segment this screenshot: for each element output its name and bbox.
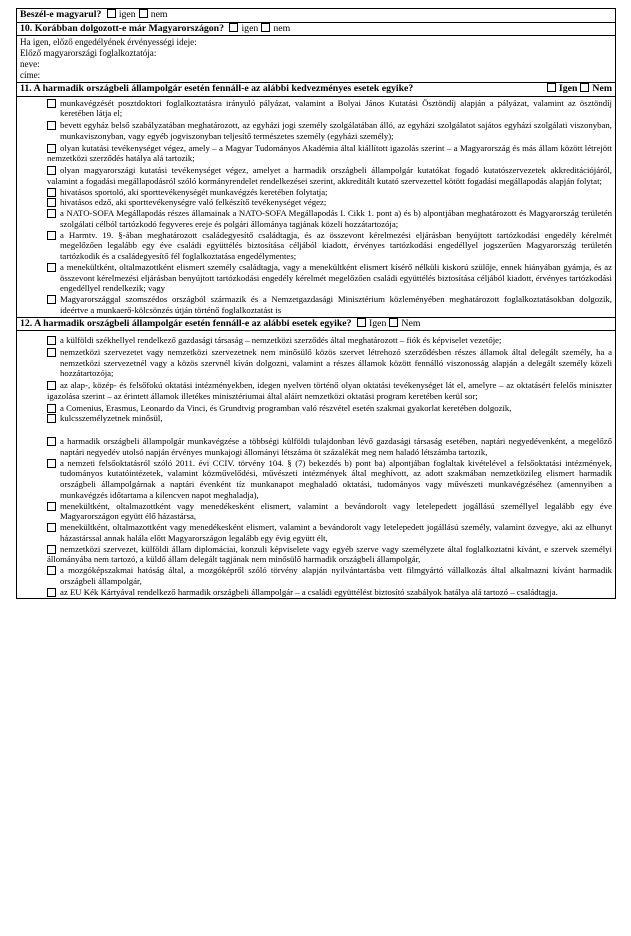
q12-option-text: az EU Kék Kártyával rendelkező harmadik országbeli állampolgár – a családi együttélést biztosító szabályok hatálya alá tartozó – családtagja. [60,586,558,597]
q12-yes-label: Igen [369,317,387,329]
q12-header [17,317,616,331]
q10-yes-label: igen [241,22,259,34]
q11-no-label: Nem [592,83,612,94]
q11-option [23,197,612,208]
q11-option-text: bevett egyház belső szabályzatában meghatározott, az egyházi jogi személy szolgálatában álló, az egyházi szolgálatot sajátos egyházi szolgálati viszonyban, munkaviszonyban, vagy egyéb jogviszonyban teljesítő természetes személy (egyházi személy); [60,120,612,141]
q11-option [23,120,612,142]
q11-option-checkbox[interactable] [47,121,56,130]
employer-address-field[interactable]: címe: [20,70,41,80]
q10-no-label: nem [273,22,291,34]
q12-option [23,544,612,566]
q12-option-checkbox[interactable] [47,502,56,511]
q12-option-checkbox[interactable] [47,336,56,345]
q11-option [23,294,612,316]
q12-option-text: nemzetközi szervezet, külföldi állam diplomáciai, konzuli képviselete vagy egyéb szerve vagy személyzete által foglalkoztatni kívánt, e szervek személyi állományába nem tartozó, a küldő állam delegált tagjának nem minősülő harmadik országbeli állampolgár, [47,543,612,565]
q12-option-text: a harmadik országbeli állampolgár munkavégzése a többségi külföldi tulajdonban lévő gazdasági társaság esetében, naptári negyedévenként, a megelőző naptári negyedév utolsó napján érvényes munkajogi állományi létszáma öt százalékát meg nem haladó létszámba tartozik, [60,436,612,457]
speak-hungarian-row [17,9,616,23]
q11-option-checkbox[interactable] [47,198,56,207]
q11-option [23,165,612,187]
q11-option-checkbox[interactable] [47,166,56,175]
previous-employer-label: Előző magyarországi foglalkoztatója: [20,48,157,58]
q11-option-checkbox[interactable] [47,144,56,153]
q12-option-checkbox[interactable] [47,381,56,390]
q12-option-text: menekültként, oltalmazottként vagy menedékesként elismert, valamint a bevándorolt vagy letelepedett jogállású személy, valamint özvegye, aki az elhunyt házastárssal annak halála előtt Magyarországon legalább egy évig együtt élt, [60,522,612,543]
q11-option-text: olyan kutatási tevékenységet végez, amely – a Magyar Tudományos Akadémia által kiállított igazolás szerint – a Magyarország és más állam között létrejött nemzetközi szerződés hatálya alá tartozik; [47,142,612,164]
q12-option-checkbox[interactable] [47,348,56,357]
q11-option-text: olyan magyarországi kutatási tevékenységet végez, amelyet a harmadik országbeli állampolgár kutatókat fogadó kutatószervezetek akkreditációjáról, valamint a fogadási megállapodásról szóló kormányrendelet rendelkezései szerint, akkreditált kutató szervezettel kötött fogadási megállapodás alapján folytat; [47,165,612,186]
q11-yes-checkbox[interactable] [547,83,556,92]
q11-option-checkbox[interactable] [47,188,56,197]
q11-option-checkbox[interactable] [47,263,56,272]
q12-no-checkbox[interactable] [389,318,398,327]
speak-yes-checkbox[interactable] [107,9,116,18]
previous-permit-validity-field[interactable]: Ha igen, előző engedélyének érvényességi ideje: [20,37,197,47]
q12-option-text: kulcsszemélyzetnek minősül, [60,413,163,424]
speak-no-checkbox[interactable] [139,9,148,18]
q12-option [23,587,612,598]
q10-yes-checkbox[interactable] [229,23,238,32]
application-form [16,8,616,599]
q12-option [23,458,612,501]
speak-no-label: nem [150,9,168,20]
q12-option [23,380,612,402]
q12-option [23,413,612,424]
q12-option-text: a mozgóképszakmai hatóság által, a mozgóképről szóló törvény alapján nyilvántartásba vett filmgyártó vállalkozás által alkalmazni kívánt harmadik országbeli állampolgár, [60,565,612,586]
q12-option-checkbox[interactable] [47,404,56,413]
q11-label: 11. A harmadik országbeli állampolgár esetén fennáll-e az alábbi kedvezményes esetek egyike? [20,83,414,94]
q12-option-text: a nemzeti felsőoktatásról szóló 2011. évi CCIV. törvény 104. § (7) bekezdés b) pont ba) alpontjában foglaltak kivételével a felsőoktatási intézmények, tudományos kutatóintézetek, valamint közművelődési, művészeti intézmények által meghívott, az adott szakmában nemzetközileg elismert harmadik országbeli állampolgárnak a naptári évenként tíz munkanapot meghaladó oktatási, tudományos vagy művészeti munkavégzéséhez (amennyiben a munkavégzés időtartama a kilencven napot meghaladja), [60,457,612,500]
q12-option-checkbox[interactable] [47,523,56,532]
q11-option [23,230,612,262]
q10-header [17,22,616,36]
q11-option [23,187,612,198]
q12-option-text: nemzetközi szervezetet vagy nemzetközi szervezetnek nem minősülő közös szervet létrehozó szerződésben részes államok által delegált személy, ha a nemzetközi szervezetnél vagy a közös szervnél kíván dolgozni, valamint a részes államok között fennálló viszonosság alapján a delegált személy közeli hozzátartozója; [60,346,612,379]
speak-yes-label: igen [118,9,136,20]
q12-options [17,331,616,599]
q11-header [17,83,616,97]
q11-option-checkbox[interactable] [47,295,56,304]
q11-option-checkbox[interactable] [47,99,56,108]
q11-option [23,208,612,230]
q11-option-text: a Harmtv. 19. §-ában meghatározott családegyesítő családtagja, és az összevont kérelmezési eljárásban benyújtott tartózkodási engedély kérelmét megelőzően legalább egy éve családi együttélés biztosítása céljából kiadott, érvényes tartózkodási engedéllyel jogszerűen Magyarország területén tartózkodik és a családegyesítő fél foglalkoztatása engedélymentes; [60,229,612,261]
q12-option [23,335,612,346]
form-table [16,8,616,599]
q12-option-checkbox[interactable] [47,588,56,597]
q12-option-text: a Comenius, Erasmus, Leonardo da Vinci, és Grundtvig programban való részvétel esetén szakmai gyakorlat keretében dolgozik, [60,402,512,413]
q12-option-checkbox[interactable] [47,545,56,554]
q11-no-checkbox[interactable] [580,83,589,92]
q12-option-checkbox[interactable] [47,459,56,468]
q11-options [17,96,616,317]
q11-option-checkbox[interactable] [47,209,56,218]
q11-yes-label: Igen [558,83,578,94]
q12-option [23,565,612,587]
q12-option-text: menekültként, oltalmazottként vagy menedékesként elismert, valamint a bevándorolt vagy letelepedett jogállású személlyel legalább egy éve Magyarországon együtt élő házastársa, [60,500,612,522]
q12-label: 12. A harmadik országbeli állampolgár esetén fennáll-e az alábbi esetek egyike? [20,317,352,329]
q11-option [23,143,612,165]
speak-hungarian-label: Beszél-e magyarul? [20,9,102,20]
q11-option-text: hivatásos edző, aki sporttevékenységre való felkészítő tevékenységet végez; [60,197,327,208]
q12-option-text: az alap-, közép- és felsőfokú oktatási intézményekben, idegen nyelven történő olyan oktatási tevékenységet lát el, amelyre – az oktatásért felelős miniszter igazolása szerint – az érintett államok illetékes minisztériumai által aláírt nemzetközi oktatási program keretében kerül sor; [47,380,612,401]
q12-no-label: Nem [401,317,421,329]
q11-option-text: a menekültként, oltalmazottként elismert személy családtagja, vagy a menekültként elismert kísérő nélküli kiskorú szülője, ennek hiányában gyámja, és az összevont kérelmezési eljárásban benyújtott tartózkodási engedély kérelmét megelőzően családi együttélés biztosítása céljából kiadott, érvényes tartózkodási engedéllyel rendelkezik; vagy [60,261,612,294]
q12-option [23,347,612,379]
q11-option-checkbox[interactable] [47,231,56,240]
q12-yes-checkbox[interactable] [357,318,366,327]
q12-option-checkbox[interactable] [47,437,56,446]
q11-option-text: a NATO-SOFA Megállapodás részes államainak a NATO-SOFA Megállapodás I. Cikk 1. pont a) és b) alpontjában meghatározott és Magyarország területén szolgálati célból tartózkodó fegyveres ereje és polgári állománya tagjának közeli hozzátartozója; [60,208,612,229]
q12-option-checkbox[interactable] [47,414,56,423]
q12-option [23,501,612,523]
q11-option-text: munkavégzését posztdoktori foglalkoztatásra irányuló pályázat, valamint a Bolyai János Kutatási Ösztöndíj alapján a pályázat, valamint az ösztöndíj keretében látja el; [60,97,612,119]
q12-option [23,403,612,414]
q10-no-checkbox[interactable] [261,23,270,32]
q11-option-text: hivatásos sportoló, aki sporttevékenységét munkavégzés keretében folytatja; [60,186,328,197]
q10-label: 10. Korábban dolgozott-e már Magyarországon? [20,22,224,34]
q10-details [17,36,616,83]
q12-option-checkbox[interactable] [47,566,56,575]
employer-name-field[interactable]: neve: [20,59,40,69]
q11-option-text: Magyarországgal szomszédos országból származik és a Nemzetgazdasági Minisztérium közleményében meghatározott foglalkoztatásokban dolgozik, ideértve a munkaerő-kölcsönzés útján történő foglalkoztatást is [60,294,612,315]
q12-option [23,522,612,544]
q11-option [23,262,612,294]
q11-option [23,98,612,120]
q12-option-text: a külföldi székhellyel rendelkező gazdasági társaság – nemzetközi szerződés által meghatározott – fiók és képviselet vezetője; [60,335,502,345]
q12-option [23,436,612,458]
